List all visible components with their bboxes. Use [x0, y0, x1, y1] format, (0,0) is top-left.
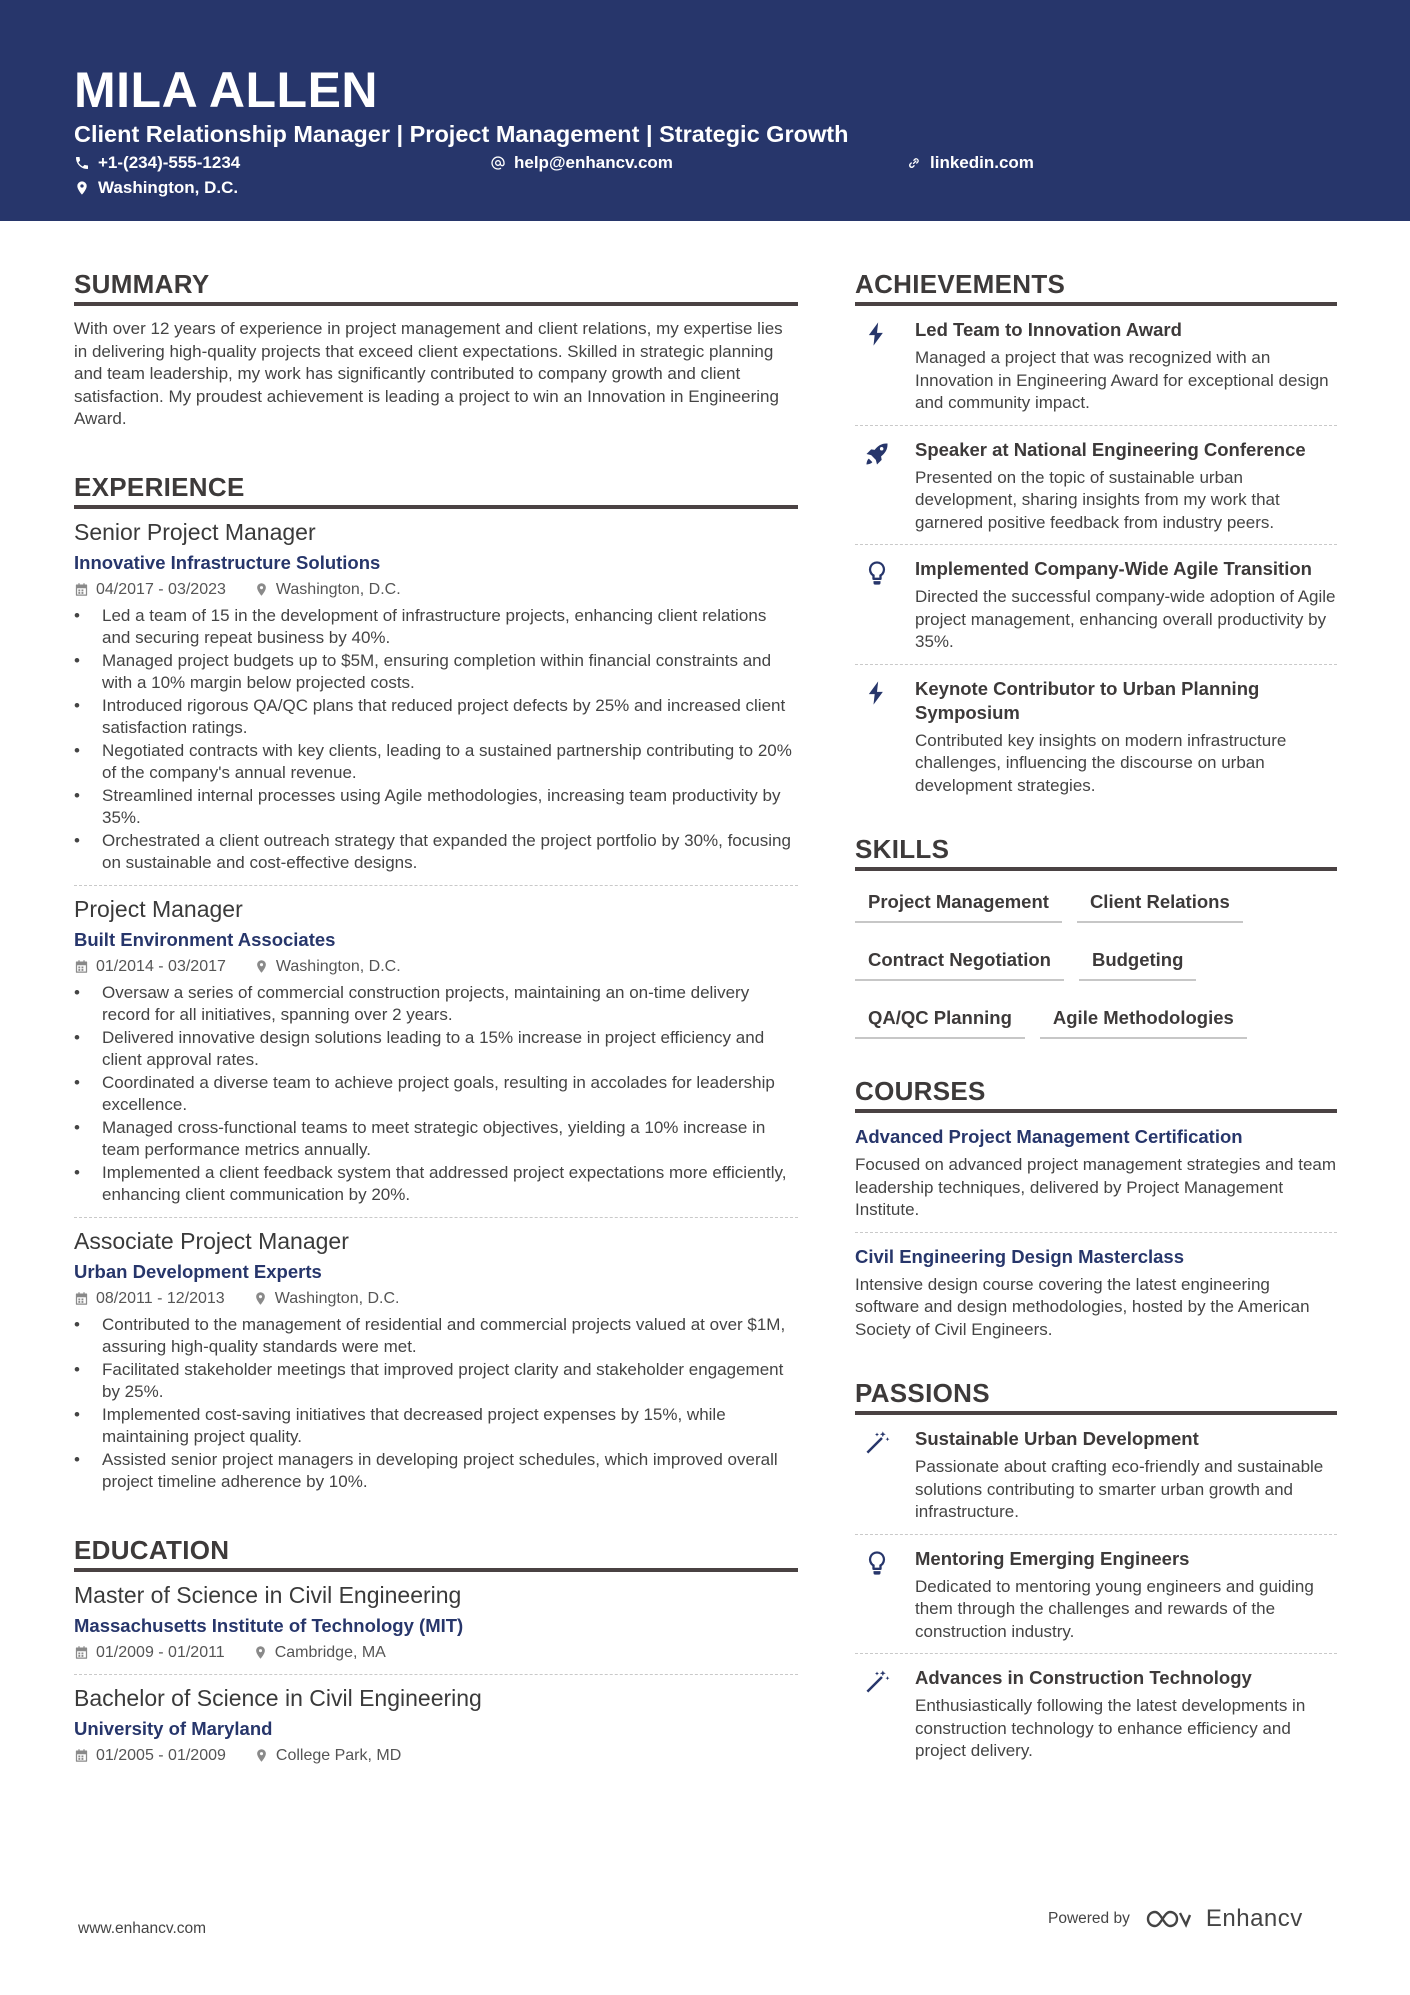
achievement-title: Keynote Contributor to Urban Planning Symposium [915, 677, 1260, 723]
bullet-item: • Led a team of 15 in the development of infrastructure projects, enhancing client relations and securing repeat business by 40%. [74, 605, 798, 650]
course-desc: Focused on advanced project management strategies and team leadership techniques, delivered by Project Management Institute. [855, 1155, 1337, 1219]
skills-section [855, 833, 1337, 1059]
job-location-text: Washington, D.C. [274, 1289, 400, 1307]
achievement-title: Speaker at National Engineering Conference [915, 438, 1306, 460]
job-title: Senior Project Manager [74, 518, 316, 545]
bullet-item: • Managed cross-functional teams to meet strategic objectives, yielding a 10% increase in team performance metrics annually. [74, 1117, 798, 1162]
bullet-item: • Facilitated stakeholder meetings that improved project clarity and stakeholder engagement by 25%. [74, 1359, 798, 1404]
achievement-desc: Managed a project that was recognized with an Innovation in Engineering Award for exceptional design and community impact. [915, 348, 1329, 412]
job-location [254, 579, 401, 601]
bullet-item: • Coordinated a diverse team to achieve project goals, resulting in accolades for leadership excellence. [74, 1072, 798, 1117]
resume-header [0, 0, 1410, 221]
job-title: Associate Project Manager [74, 1227, 349, 1254]
education-entry [74, 1675, 798, 1777]
bullet-item: • Assisted senior project managers in developing project schedules, which improved overall project timeline adherence by 10%. [74, 1449, 798, 1494]
skill-tag: Contract Negotiation [855, 943, 1064, 981]
achievement-title: Implemented Company-Wide Agile Transition [915, 558, 1312, 579]
powered-by-text: Powered by [1048, 1910, 1130, 1927]
job-location-text: Washington, D.C. [275, 957, 401, 975]
courses-section [855, 1075, 1337, 1351]
course-item [855, 1113, 1337, 1233]
calendar-icon [74, 1291, 89, 1306]
courses-heading: COURSES [855, 1075, 1337, 1113]
magic-wand-icon [863, 1429, 891, 1457]
passions-section [855, 1377, 1337, 1773]
linkedin-text: linkedin.com [930, 153, 1034, 172]
course-title: Civil Engineering Design Masterclass [855, 1245, 1184, 1267]
contact-email[interactable] [490, 152, 673, 174]
passion-title: Sustainable Urban Development [915, 1428, 1199, 1449]
lightning-icon [863, 320, 891, 348]
contact-location [74, 177, 238, 199]
location-pin-icon [253, 1291, 268, 1306]
passion-desc: Enthusiastically following the latest developments in construction technology to enhance efficiency and project delivery. [915, 1696, 1306, 1760]
calendar-icon [74, 582, 89, 597]
brand-name: Enhancv [1205, 1905, 1303, 1932]
passion-desc: Passionate about crafting eco-friendly and sustainable solutions contributing to smarter urban growth and infrastructure. [915, 1457, 1324, 1521]
lightbulb-icon [863, 1549, 891, 1577]
bullet-item: • Delivered innovative design solutions leading to a 15% increase in project efficiency and client approval rates. [74, 1027, 798, 1072]
job-dates [74, 1288, 225, 1310]
achievement-desc: Directed the successful company-wide adoption of Agile project management, enhancing overall productivity by 35%. [915, 587, 1336, 651]
footer-website[interactable]: www.enhancv.com [78, 1920, 207, 1937]
passion-desc: Dedicated to mentoring young engineers and guiding them through the challenges and rewards of the construction industry. [915, 1576, 1314, 1641]
job-dates-text: 01/2014 - 03/2017 [96, 957, 226, 975]
passion-item [855, 1654, 1337, 1773]
achievements-section [855, 268, 1337, 807]
achievement-title: Led Team to Innovation Award [915, 319, 1182, 340]
course-desc: Intensive design course covering the latest engineering software and design methodologies, hosted by the American Society of Civil Engineers. [855, 1274, 1310, 1339]
location-pin-icon [254, 582, 269, 597]
education-location [254, 1745, 401, 1767]
bullet-item: • Implemented a client feedback system that addressed project expectations more efficiently, enhancing client communication by 20%. [74, 1162, 798, 1207]
summary-section [74, 268, 798, 431]
summary-text: With over 12 years of experience in project management and client relations, my expertise lies in delivering high-quality projects that exceed client expectations. Skilled in strategic planning and team leadership, my work has significantly contributed to company growth and client satisfaction. My proudest achievement is leading a project to win an Innovation in Engineering Award. [74, 319, 783, 428]
experience-section [74, 471, 798, 1504]
email-text: help@enhancv.com [514, 153, 673, 172]
achievement-desc: Contributed key insights on modern infrastructure challenges, influencing the discourse on urban development strategies. [915, 730, 1287, 795]
education-entry [74, 1572, 798, 1675]
job-bullets [74, 982, 798, 1207]
job-dates [74, 956, 226, 978]
course-item [855, 1233, 1337, 1352]
skill-tag: QA/QC Planning [855, 1001, 1025, 1039]
education-location [253, 1642, 386, 1664]
achievements-heading: ACHIEVEMENTS [855, 268, 1337, 306]
left-column [74, 268, 798, 1777]
skill-tag: Agile Methodologies [1040, 1001, 1247, 1039]
education-location-text: College Park, MD [275, 1746, 402, 1764]
phone-text: +1-(234)-555-1234 [98, 153, 241, 172]
education-dates [74, 1642, 225, 1664]
contact-linkedin[interactable] [906, 152, 1034, 174]
education-dates [74, 1745, 226, 1767]
calendar-icon [74, 1645, 89, 1660]
achievement-item [855, 426, 1337, 546]
job-dates-text: 04/2017 - 03/2023 [96, 580, 226, 598]
job-meta [74, 956, 798, 978]
phone-icon [74, 155, 90, 171]
skill-tag: Budgeting [1079, 943, 1196, 981]
school-name: Massachusetts Institute of Technology (MIT) [74, 1614, 464, 1636]
footer-branding [1048, 1905, 1303, 1933]
achievement-item [855, 306, 1337, 426]
job-bullets [74, 1314, 798, 1494]
achievement-item [855, 665, 1337, 808]
passion-item [855, 1535, 1337, 1655]
rocket-icon [863, 440, 891, 468]
achievement-desc: Presented on the topic of sustainable urban development, sharing insights from my work that garnered positive feedback from industry peers. [915, 467, 1280, 532]
lightning-icon [863, 679, 891, 707]
link-icon [906, 155, 922, 171]
bullet-item: • Introduced rigorous QA/QC plans that reduced project defects by 25% and increased client satisfaction ratings. [74, 695, 798, 740]
company-name: Urban Development Experts [74, 1260, 322, 1282]
bullet-item: • Implemented cost-saving initiatives that decreased project expenses by 15%, while maintaining project quality. [74, 1404, 798, 1449]
summary-heading: SUMMARY [74, 268, 798, 306]
job-location-text: Washington, D.C. [275, 580, 401, 598]
bullet-item: • Contributed to the management of residential and commercial projects valued at over $1M, assuring high-quality standards were met. [74, 1314, 798, 1359]
job-meta [74, 579, 798, 601]
location-pin-icon [254, 1748, 269, 1763]
bullet-item: • Oversaw a series of commercial construction projects, maintaining an on-time delivery record for all initiatives, spanning over 2 years. [74, 982, 798, 1027]
education-dates-text: 01/2005 - 01/2009 [96, 1746, 226, 1764]
degree-title: Bachelor of Science in Civil Engineering [74, 1684, 482, 1711]
education-dates-text: 01/2009 - 01/2011 [96, 1643, 225, 1661]
bullet-item: • Negotiated contracts with key clients, leading to a sustained partnership contributing to 20% of the company's annual revenue. [74, 740, 798, 785]
at-icon [490, 155, 506, 171]
location-pin-icon [74, 180, 90, 196]
job-bullets [74, 605, 798, 875]
education-heading: EDUCATION [74, 1534, 798, 1572]
magic-wand-icon [863, 1668, 891, 1696]
right-column [855, 268, 1337, 1773]
enhancv-logo-icon [1144, 1907, 1192, 1931]
degree-title: Master of Science in Civil Engineering [74, 1581, 462, 1608]
lightbulb-icon [863, 559, 891, 587]
passions-heading: PASSIONS [855, 1377, 1337, 1415]
skill-tag: Project Management [855, 885, 1062, 923]
education-section [74, 1534, 798, 1777]
location-pin-icon [253, 1645, 268, 1660]
education-meta [74, 1745, 798, 1767]
location-pin-icon [254, 959, 269, 974]
achievement-item [855, 545, 1337, 665]
calendar-icon [74, 959, 89, 974]
skills-list [855, 871, 1337, 1059]
bullet-item: • Managed project budgets up to $5M, ensuring completion within financial constraints and with a 10% margin below projected costs. [74, 650, 798, 695]
job-entry [74, 509, 798, 886]
passion-title: Mentoring Emerging Engineers [915, 1547, 1190, 1569]
company-name: Built Environment Associates [74, 928, 336, 950]
job-title: Project Manager [74, 895, 243, 922]
job-location [254, 956, 401, 978]
company-name: Innovative Infrastructure Solutions [74, 551, 381, 573]
candidate-tagline: Client Relationship Manager | Project Management | Strategic Growth [74, 121, 849, 147]
contact-phone [74, 152, 240, 174]
skill-tag: Client Relations [1077, 885, 1243, 923]
passion-item [855, 1415, 1337, 1535]
job-entry [74, 1218, 798, 1504]
course-title: Advanced Project Management Certification [855, 1126, 1243, 1147]
education-meta [74, 1642, 798, 1664]
school-name: University of Maryland [74, 1717, 273, 1739]
bullet-item: • Orchestrated a client outreach strategy that expanded the project portfolio by 30%, focusing on sustainable and cost-effective designs. [74, 830, 798, 875]
job-dates [74, 579, 226, 601]
job-meta [74, 1288, 798, 1310]
job-dates-text: 08/2011 - 12/2013 [96, 1289, 225, 1307]
passion-title: Advances in Construction Technology [915, 1667, 1252, 1688]
skills-heading: SKILLS [855, 833, 1337, 871]
calendar-icon [74, 1748, 89, 1763]
bullet-item: • Streamlined internal processes using Agile methodologies, increasing team productivity by 35%. [74, 785, 798, 830]
education-location-text: Cambridge, MA [274, 1643, 386, 1661]
experience-heading: EXPERIENCE [74, 471, 798, 509]
job-location [253, 1288, 400, 1310]
candidate-name: MILA ALLEN [74, 62, 379, 118]
job-entry [74, 886, 798, 1218]
location-text: Washington, D.C. [98, 178, 239, 197]
